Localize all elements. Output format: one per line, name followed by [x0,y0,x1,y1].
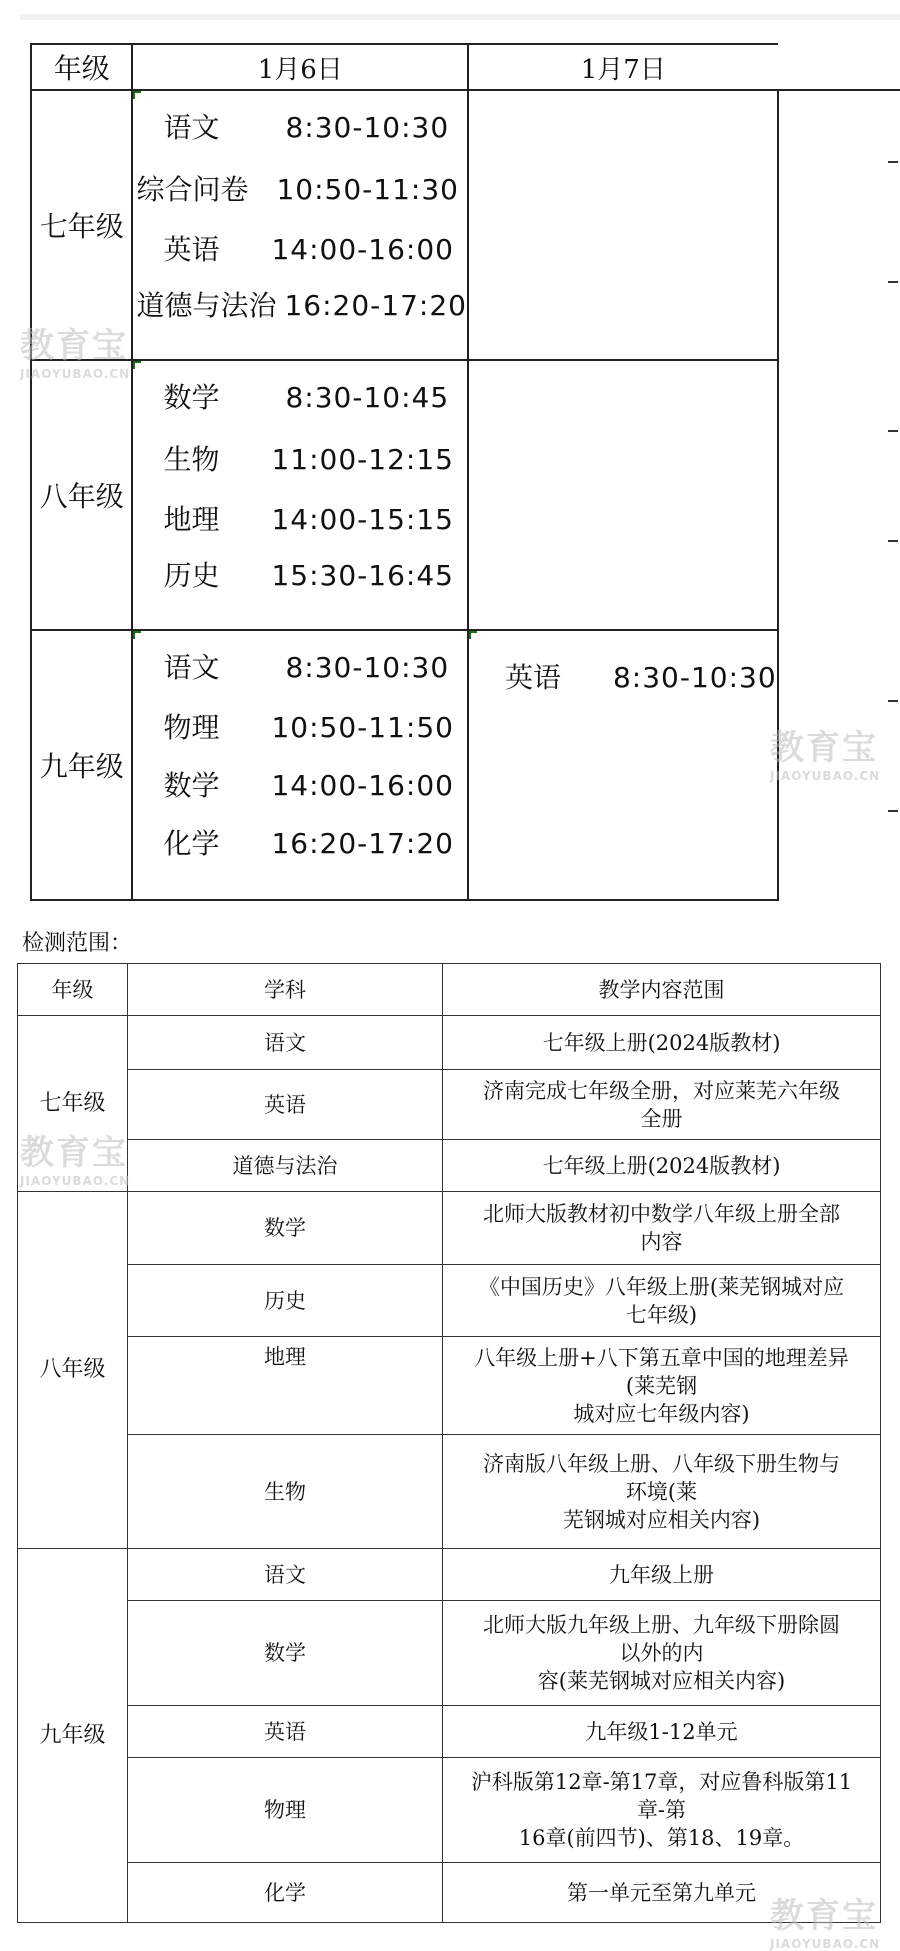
day2-cell [468,360,778,630]
slot-subject: 地理 [163,503,220,536]
extra-cell [778,360,900,630]
scope-subject: 生物 [128,1435,443,1549]
content-line: 九年级上册 [609,1562,714,1587]
slot-time: 8:30-10:30 [285,111,450,144]
scope-row [18,1549,881,1601]
exam-slot [133,445,467,475]
table-edge-mark [888,700,898,702]
scope-content [443,1863,881,1923]
scope-subject: 语文 [128,1549,443,1601]
slot-subject: 历史 [163,559,220,592]
content-line: 内容 [640,1230,683,1254]
table-edge-mark [888,540,898,542]
scope-content [443,1601,881,1706]
exam-schedule-table [30,43,900,901]
scope-subject: 数学 [128,1601,443,1706]
slot-time: 8:30-10:30 [612,661,777,694]
slot-time: 8:30-10:45 [285,381,450,414]
scope-header-subject: 学科 [128,964,443,1016]
scope-row [18,1706,881,1758]
scope-subject: 物理 [128,1758,443,1863]
slot-subject: 英语 [163,233,220,266]
watermark-brand: 教育宝 [20,1133,128,1173]
slot-subject: 生物 [163,443,220,476]
slot-subject: 英语 [504,661,561,694]
slot-time: 8:30-10:30 [285,651,450,684]
table-edge-mark [888,430,898,432]
content-line: 济南完成七年级全册，对应莱芜六年级 [483,1078,840,1103]
watermark-domain: JIAOYUBAO.CN [20,1174,131,1188]
scope-row [18,1601,881,1706]
scope-row [18,1140,881,1192]
exam-slot [469,663,777,693]
day2-cell [468,90,778,360]
watermark-brand: 教育宝 [770,728,878,768]
watermark-brand: 教育宝 [770,1896,878,1936]
slot-subject: 数学 [163,381,220,414]
content-line: 环境(莱 [625,1479,698,1504]
watermark-domain: JIAOYUBAO.CN [20,367,131,381]
exam-slot [133,653,467,683]
scope-content [443,1549,881,1601]
content-line: 芜钢城对应相关内容) [562,1507,761,1532]
scope-subject: 英语 [128,1070,443,1140]
table-edge-mark [888,281,898,283]
slot-time: 10:50-11:50 [271,711,454,744]
scope-grade-cell: 八年级 [18,1192,128,1549]
slot-subject: 物理 [163,711,220,744]
table-edge-mark [888,810,898,812]
slot-time: 10:50-11:30 [276,173,459,206]
extra-cell [778,630,900,900]
watermark-domain: JIAOYUBAO.CN [770,1937,881,1951]
scope-subject: 化学 [128,1863,443,1923]
scope-subject: 语文 [128,1016,443,1070]
header-extra-col [778,44,900,90]
day1-cell [132,630,468,900]
day1-cell [132,360,468,630]
slot-time: 11:00-12:15 [271,443,454,476]
cell-corner-marker [469,631,477,639]
exam-slot [133,771,467,801]
header-day2: 1月7日 [468,44,778,90]
content-line: 16章(前四节)、第18、19章。 [518,1826,805,1850]
content-line: 北师大版九年级上册、九年级下册除圆 [483,1613,840,1637]
scope-subject: 道德与法治 [128,1140,443,1192]
content-line: 《中国历史》八年级上册(莱芜钢城对应 [478,1274,845,1299]
grade-cell: 七年级 [31,90,132,360]
scope-row [18,1337,881,1435]
grade-cell: 九年级 [31,630,132,900]
cell-corner-marker [133,91,141,99]
slot-time: 16:20-17:20 [284,289,467,322]
schedule-row-grade9 [31,630,900,900]
content-line: 城对应七年级内容) [573,1401,750,1426]
content-line: 以外的内 [619,1641,704,1665]
exam-slot [133,713,467,743]
watermark-domain: JIAOYUBAO.CN [770,769,881,783]
schedule-header-row [31,44,900,90]
content-line: 七年级) [625,1302,698,1327]
slot-subject: 化学 [163,827,220,860]
scope-subject: 历史 [128,1265,443,1337]
cell-corner-marker [133,361,141,369]
scope-grade-cell: 七年级 [18,1016,128,1192]
scope-header-row [18,964,881,1016]
exam-slot [133,505,467,535]
exam-slot [133,561,467,591]
content-line: 济南版八年级上册、八年级下册生物与 [483,1451,840,1476]
exam-slot [133,829,467,859]
exam-slot [133,383,467,413]
scope-content [443,1192,881,1265]
scope-subject: 英语 [128,1706,443,1758]
exam-slot [133,113,467,143]
scope-row [18,1265,881,1337]
extra-cell [778,90,900,360]
slot-subject: 数学 [163,769,220,802]
content-line: 七年级上册(2024版教材) [542,1030,781,1055]
content-line: 章-第 [636,1798,687,1822]
scope-content [443,1337,881,1435]
scope-content [443,1706,881,1758]
scope-content [443,1265,881,1337]
slot-time: 15:30-16:45 [271,559,454,592]
header-day1: 1月6日 [132,44,468,90]
scope-grade-cell: 九年级 [18,1549,128,1923]
content-line: 七年级上册(2024版教材) [542,1153,781,1178]
watermark-brand: 教育宝 [20,326,128,366]
scope-content [443,1435,881,1549]
content-line: 九年级1-12单元 [585,1719,738,1744]
scope-content [443,1016,881,1070]
header-grade: 年级 [31,44,132,90]
table-edge-mark [888,161,898,163]
exam-scope-table [17,963,881,1923]
scope-row [18,1435,881,1549]
scope-subject: 地理 [128,1337,443,1435]
content-line: 容(莱芜钢城对应相关内容) [537,1669,786,1693]
scope-row [18,1070,881,1140]
scope-row [18,1758,881,1863]
scope-section-label: 检测范围： [22,931,133,956]
content-line: 沪科版第12章-第17章，对应鲁科版第11 [470,1770,853,1794]
slot-subject: 语文 [163,111,220,144]
slot-subject: 综合问卷 [136,173,249,206]
day1-cell [132,90,468,360]
content-line: 八年级上册+八下第五章中国的地理差异 [474,1345,849,1370]
top-border-strip [20,14,900,20]
scope-row [18,1016,881,1070]
content-line: 第一单元至第九单元 [567,1880,756,1905]
scope-content [443,1140,881,1192]
grade-cell: 八年级 [31,360,132,630]
slot-subject: 道德与法治 [136,289,277,322]
slot-subject: 语文 [163,651,220,684]
schedule-row-grade7 [31,90,900,360]
slot-time: 14:00-16:00 [271,233,454,266]
scope-header-grade: 年级 [18,964,128,1016]
content-line: 全册 [640,1106,683,1131]
cell-corner-marker [133,631,141,639]
scope-row [18,1192,881,1265]
scope-content [443,1070,881,1140]
exam-slot [133,235,467,265]
day2-cell [468,630,778,900]
scope-subject: 数学 [128,1192,443,1265]
content-line: (莱芜钢 [625,1373,698,1398]
slot-time: 14:00-15:15 [271,503,454,536]
content-line: 北师大版教材初中数学八年级上册全部 [483,1202,840,1226]
scope-content [443,1758,881,1863]
exam-slot [133,291,467,321]
slot-time: 14:00-16:00 [271,769,454,802]
exam-slot [133,175,467,205]
slot-time: 16:20-17:20 [271,827,454,860]
scope-header-content: 教学内容范围 [443,964,881,1016]
schedule-row-grade8 [31,360,900,630]
scope-row [18,1863,881,1923]
